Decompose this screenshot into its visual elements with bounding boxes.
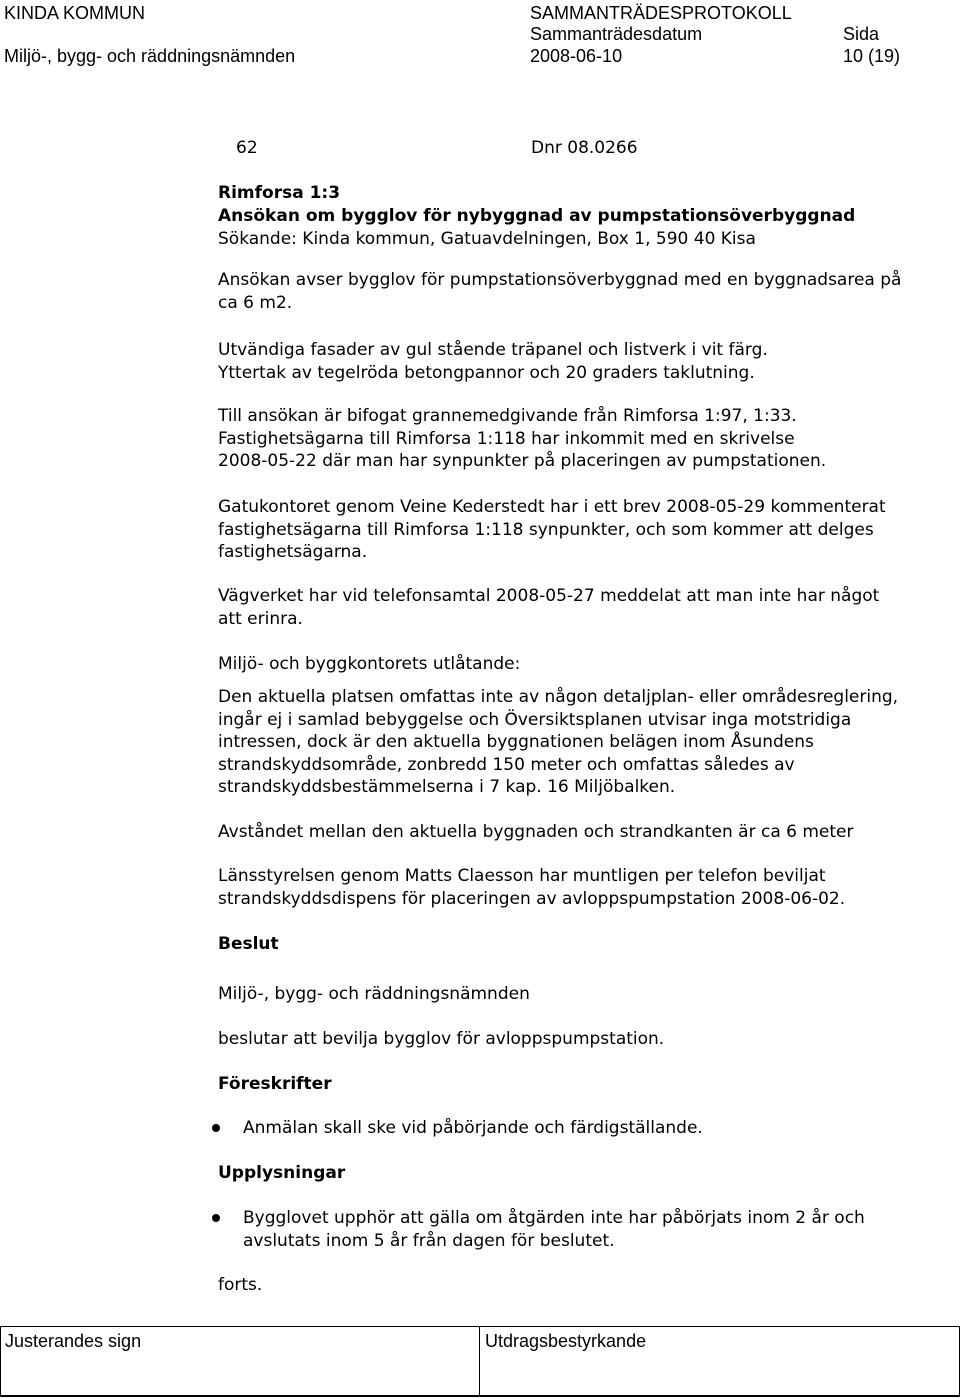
case-subtitle: Ansökan om bygglov för nybyggnad av pumpstationsöverbyggnad xyxy=(218,206,856,226)
continued-marker: forts. xyxy=(218,1275,263,1295)
footer-divider xyxy=(479,1327,480,1395)
page-label: Sida xyxy=(843,24,880,44)
statement-heading: Miljö- och byggkontorets utlåtande: xyxy=(218,654,521,674)
page-number: 10 (19) xyxy=(843,46,901,66)
signature-footer xyxy=(0,1326,960,1397)
document-type: SAMMANTRÄDESPROTOKOLL xyxy=(530,3,792,23)
regulations-heading: Föreskrifter xyxy=(218,1074,332,1094)
paragraph-neighbours: Till ansökan är bifogat grannemedgivande från Rimforsa 1:97, 1:33. Fastighetsägarna till Rimforsa 1:118 har inkommit med en skrivelse 2008-05-22 där man har synpunkter på placeringen av pumpstationen. xyxy=(218,406,827,471)
case-title: Rimforsa 1:3 xyxy=(218,183,341,203)
paragraph-application: Ansökan avser bygglov för pumpstationsöverbyggnad med en byggnadsarea på ca 6 m2. xyxy=(218,270,902,313)
meeting-date: 2008-06-10 xyxy=(530,46,623,66)
decision-body: Miljö-, bygg- och räddningsnämnden xyxy=(218,984,530,1004)
paragraph-statement: Den aktuella platsen omfattas inte av någon detaljplan- eller områdesreglering, ingår ej i samlad bebyggelse och Översiktsplanen utvisar inga motstridiga intressen, dock är den aktuella byggnationen belägen inom Åsundens strandskyddsområde, zonbredd 150 meter och omfattas således av strandskyddsbestämmelserna i 7 kap. 16 Miljöbalken. xyxy=(218,687,899,797)
extract-certification-label: Utdragsbestyrkande xyxy=(485,1331,647,1351)
notices-heading: Upplysningar xyxy=(218,1163,346,1183)
paragraph-road-authority: Vägverket har vid telefonsamtal 2008-05-27 meddelat att man inte har något att erinra. xyxy=(218,586,880,629)
case-dnr: Dnr 08.0266 xyxy=(531,138,638,158)
paragraph-street-office: Gatukontoret genom Veine Kederstedt har i ett brev 2008-05-29 kommenterat fastighetsägarna till Rimforsa 1:118 synpunkter, och som kommer att delges fastighetsägarna. xyxy=(218,497,886,562)
notice-item: Bygglovet upphör att gälla om åtgärden inte har påbörjats inom 2 år och avslutats inom 5 år från dagen för beslutet. xyxy=(243,1208,865,1251)
applicant: Sökande: Kinda kommun, Gatuavdelningen, Box 1, 590 40 Kisa xyxy=(218,229,756,249)
org-name: KINDA KOMMUN xyxy=(4,3,146,23)
decision-text: beslutar att bevilja bygglov för avloppspumpstation. xyxy=(218,1029,665,1049)
paragraph-county-board: Länsstyrelsen genom Matts Claesson har muntligen per telefon beviljat strandskyddsdispens för placeringen av avloppspumpstation 2008-06-02. xyxy=(218,866,846,909)
regulation-item: Anmälan skall ske vid påbörjande och färdigställande. xyxy=(243,1118,703,1138)
bullet-icon xyxy=(212,1124,220,1132)
adjuster-signature-label: Justerandes sign xyxy=(5,1331,142,1351)
decision-heading: Beslut xyxy=(218,934,279,954)
paragraph-facades: Utvändiga fasader av gul stående träpanel och listverk i vit färg. Yttertak av tegelröda betongpannor och 20 graders taklutning. xyxy=(218,340,768,383)
case-number: 62 xyxy=(236,138,258,158)
date-label: Sammanträdesdatum xyxy=(530,24,703,44)
bullet-icon xyxy=(212,1214,220,1222)
committee-name: Miljö-, bygg- och räddningsnämnden xyxy=(4,46,296,66)
paragraph-distance: Avståndet mellan den aktuella byggnaden och strandkanten är ca 6 meter xyxy=(218,822,854,842)
